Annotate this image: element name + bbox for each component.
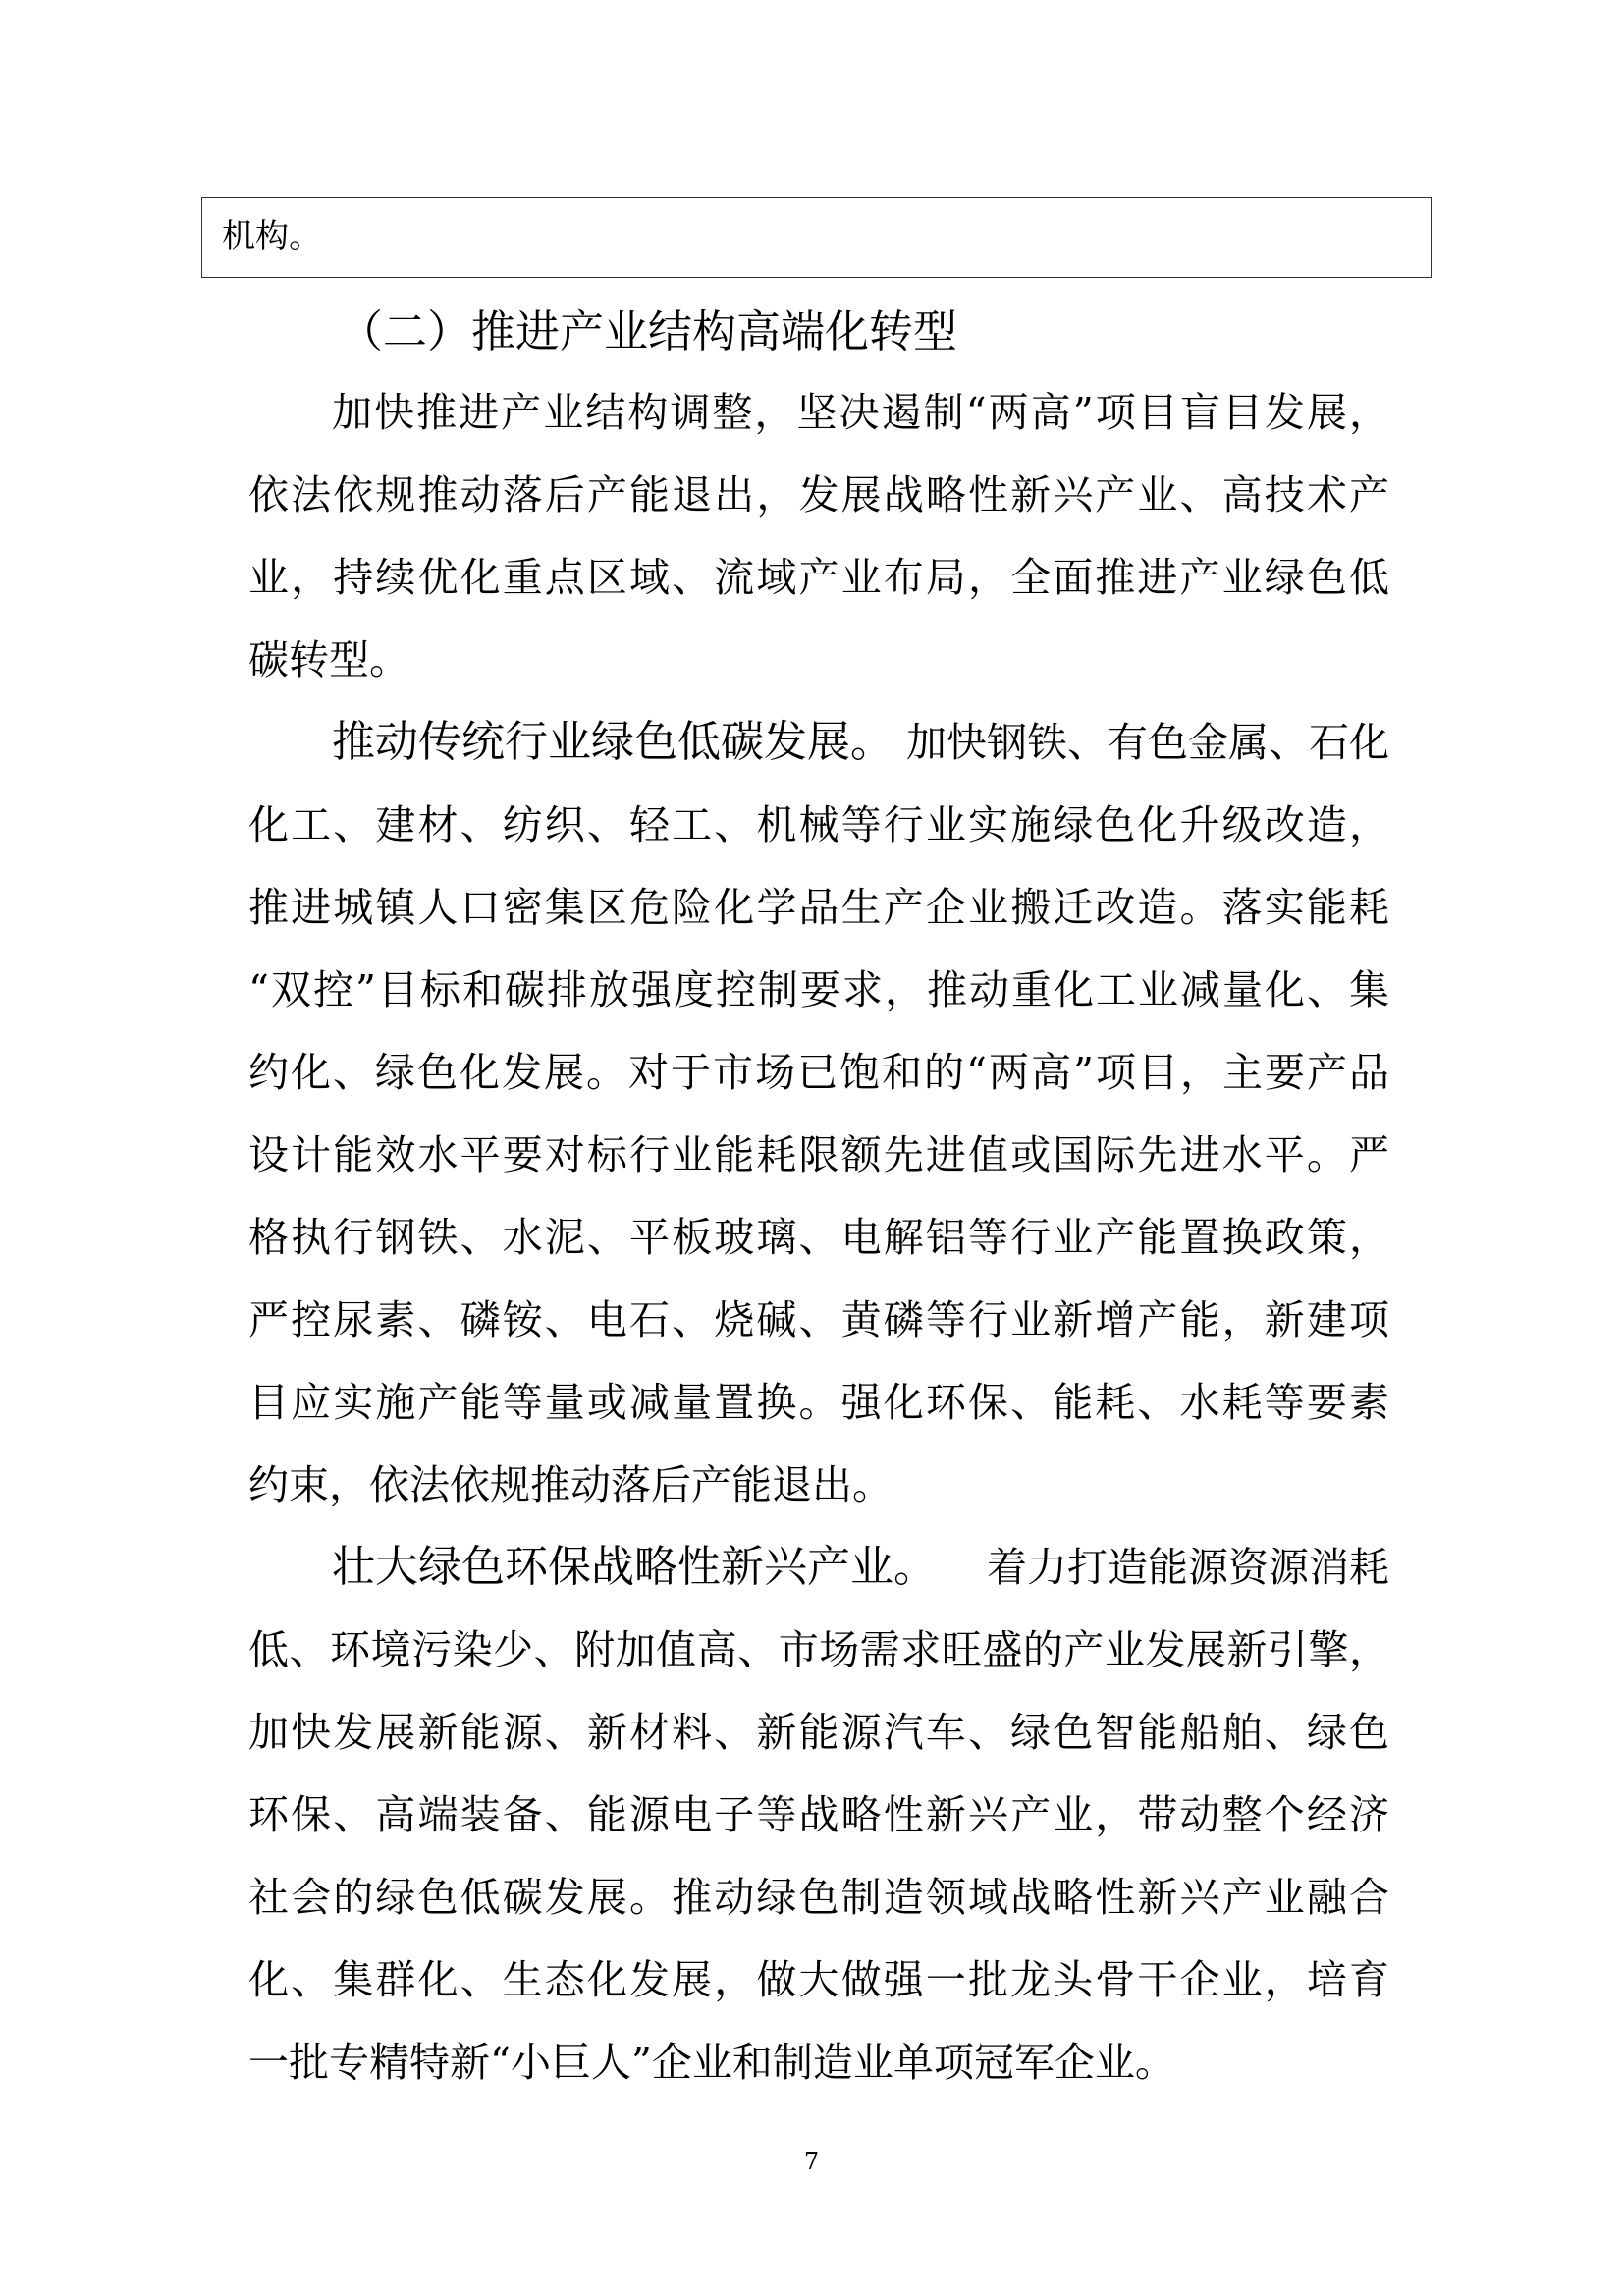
para3-line-1 xyxy=(332,1538,1389,1597)
para2-line-9: 目应实施产能等量或减量置换。强化环保、能耗、水耗等要素 xyxy=(248,1379,1389,1426)
para2-line-4: “双控”目标和碳排放强度控制要求，推动重化工业减量化、集 xyxy=(248,966,1389,1013)
para3-line-6: 化、集群化、生态化发展，做大做强一批龙头骨干企业，培育 xyxy=(248,1956,1389,2003)
para2-line-1 xyxy=(332,713,1389,772)
para2-lead: 推动传统行业绿色低碳发展。 xyxy=(332,717,893,767)
para3-line-3: 加快发展新能源、新材料、新能源汽车、绿色智能船舶、绿色 xyxy=(248,1709,1389,1756)
box-text: 机构。 xyxy=(222,217,322,256)
page-number: 7 xyxy=(803,2148,820,2175)
para1-line-3: 业，持续优化重点区域、流域产业布局，全面推进产业绿色低 xyxy=(248,554,1389,601)
para3-line-4: 环保、高端装备、能源电子等战略性新兴产业，带动整个经济 xyxy=(248,1791,1389,1838)
section-heading: （二）推进产业结构高端化转型 xyxy=(339,305,958,357)
continuation-box xyxy=(201,197,1432,278)
para2-line-7: 格执行钢铁、水泥、平板玻璃、电解铝等行业产能置换政策， xyxy=(248,1214,1389,1261)
para2-line-6: 设计能效水平要对标行业能耗限额先进值或国际先进水平。严 xyxy=(248,1131,1389,1178)
para1-line-4: 碳转型。 xyxy=(248,636,409,683)
para2-line-5: 约化、绿色化发展。对于市场已饱和的“两高”项目，主要产品 xyxy=(248,1049,1389,1096)
para2-line-10: 约束，依法依规推动落后产能退出。 xyxy=(248,1461,893,1508)
para1-line-2: 依法依规推动落后产能退出，发展战略性新兴产业、高技术产 xyxy=(248,471,1389,519)
para3-line-7: 一批专精特新“小巨人”企业和制造业单项冠军企业。 xyxy=(248,2039,1175,2086)
para3-line-2: 低、环境污染少、附加值高、市场需求旺盛的产业发展新引擎， xyxy=(248,1626,1389,1673)
para1-line-1: 加快推进产业结构调整，坚决遏制“两高”项目盲目发展， xyxy=(332,389,1389,436)
para3-lead: 壮大绿色环保战略性新兴产业。 xyxy=(332,1542,937,1592)
para3-line-5: 社会的绿色低碳发展。推动绿色制造领域战略性新兴产业融合 xyxy=(248,1874,1389,1921)
para2-line-2: 化工、建材、纺织、轻工、机械等行业实施绿色化升级改造， xyxy=(248,801,1389,848)
para2-line-8: 严控尿素、磷铵、电石、烧碱、黄磷等行业新增产能，新建项 xyxy=(248,1296,1389,1343)
para3-first-rest: 着力打造能源资源消耗 xyxy=(987,1544,1389,1591)
para2-line-3: 推进城镇人口密集区危险化学品生产企业搬迁改造。落实能耗 xyxy=(248,884,1389,931)
para2-first-rest: 加快钢铁、有色金属、石化 xyxy=(906,719,1389,766)
